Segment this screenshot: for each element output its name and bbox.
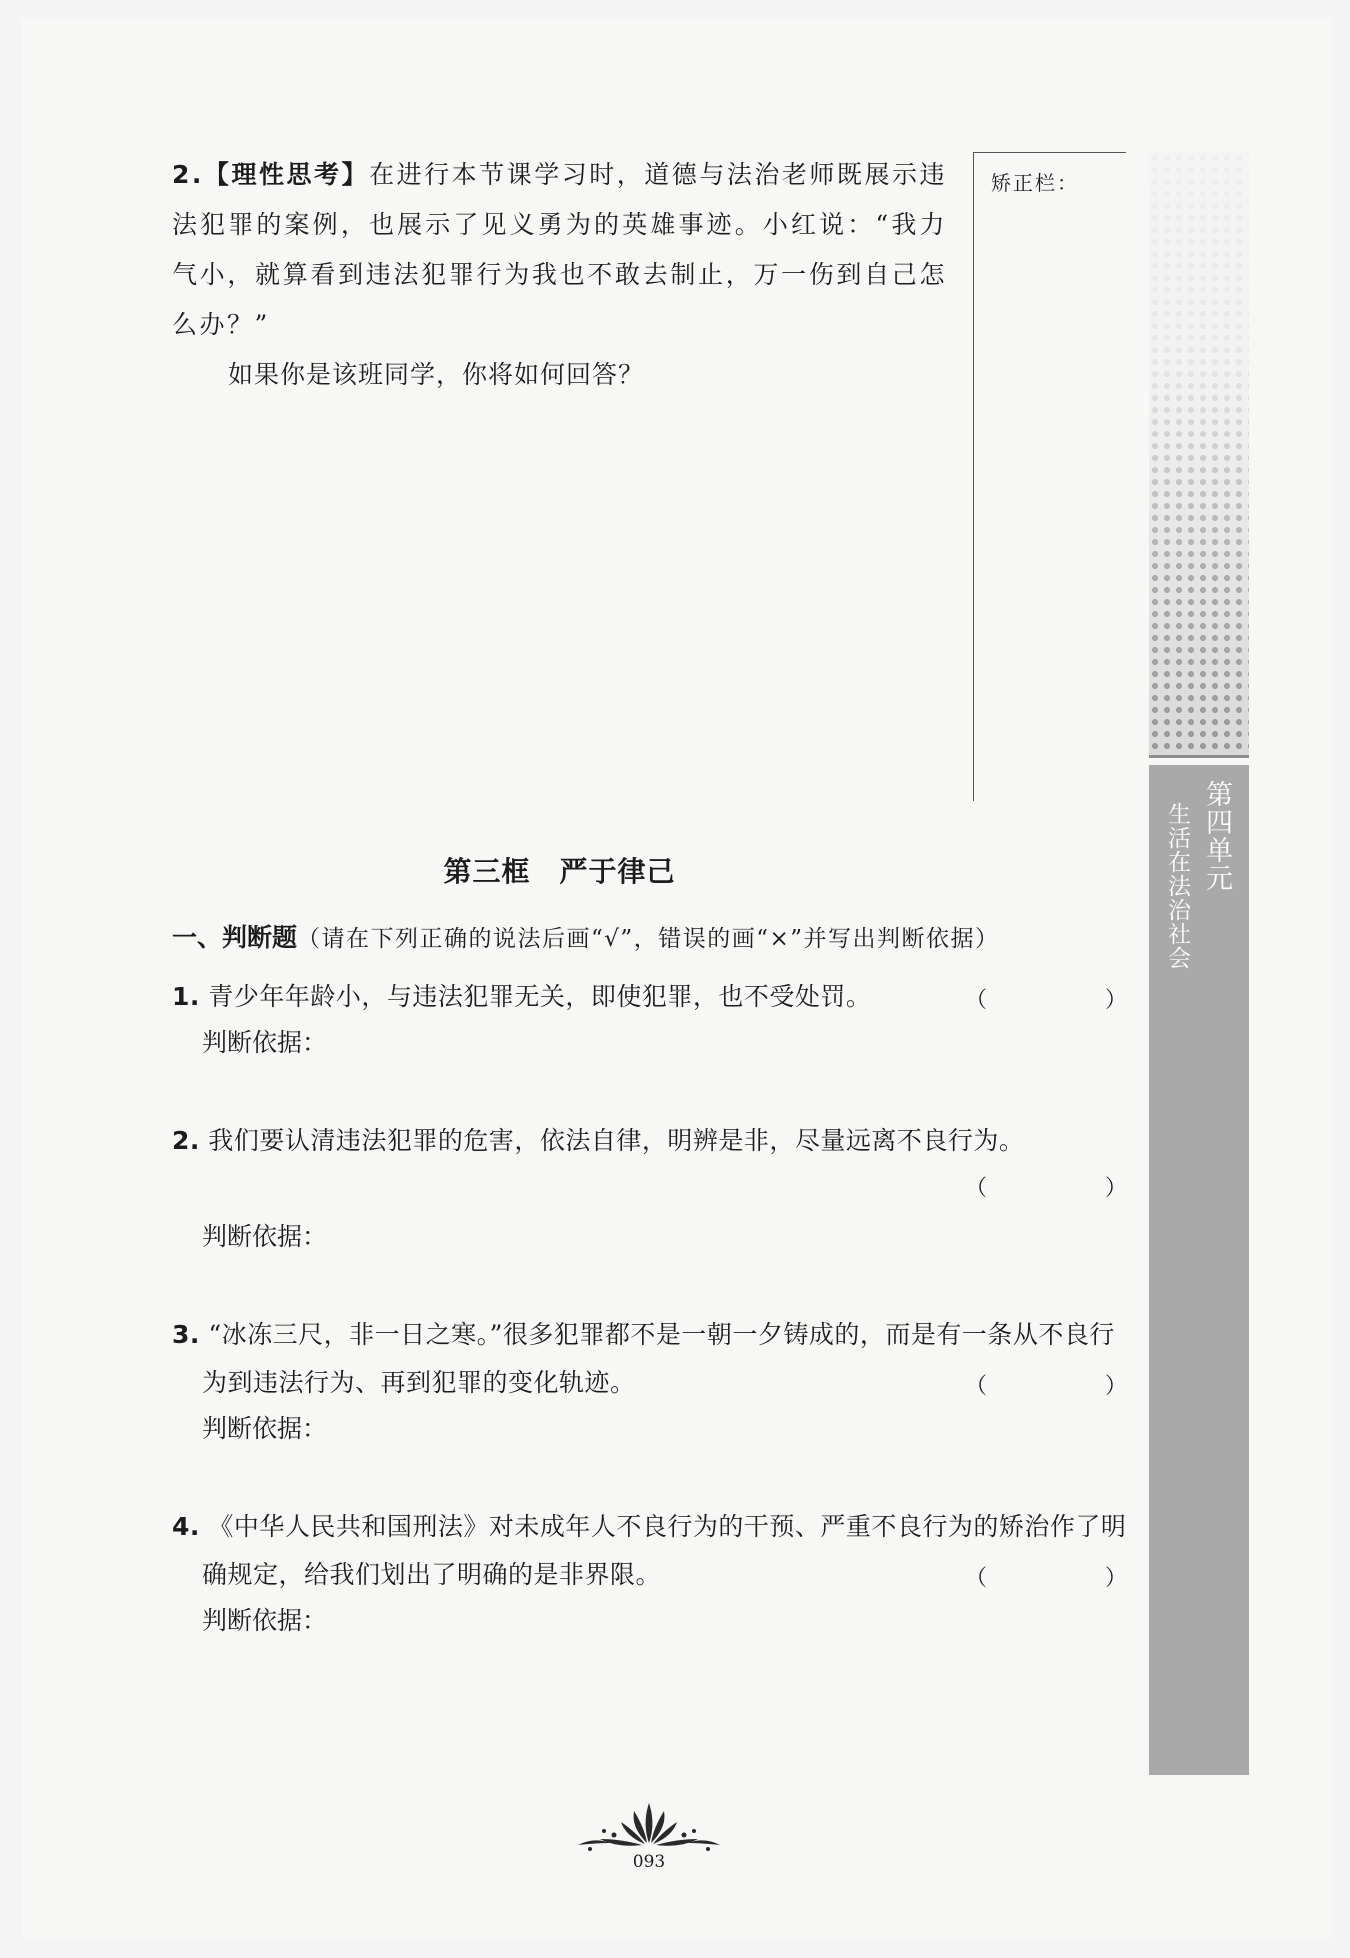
question-2-body: 在进行本节课学习时，道德与法治老师既展示违法犯罪的案例，也展示了见义勇为的英雄事迹。小红说：“我力气小，就算看到违法犯罪行为我也不敢去制止，万一伤到自己怎么办？” xyxy=(172,160,947,339)
instruction-text: （请在下列正确的说法后画“√”，错误的画“×”并写出判断依据） xyxy=(297,926,1000,952)
question-2-block xyxy=(172,150,947,400)
question-2-paragraph xyxy=(172,150,947,350)
item-number: 4. xyxy=(172,1512,200,1541)
answer-parentheses[interactable]: （ ） xyxy=(964,1176,1175,1201)
item-text: 我们要认清违法犯罪的危害，依法自律，明辨是非，尽量远离不良行为。 xyxy=(208,1126,1025,1155)
judgment-item-1 xyxy=(172,973,1175,1065)
unit-side-tab xyxy=(1149,152,1249,1775)
item-text: 《中华人民共和国刑法》对未成年人不良行为的干预、严重不良行为的矫治作了明确规定，给我们划出了明确的是非界限。 xyxy=(202,1512,1127,1589)
item-text: “冰冻三尺，非一日之寒。”很多犯罪都不是一朝一夕铸成的，而是有一条从不良行为到违法行为、再到犯罪的变化轨迹。 xyxy=(202,1320,1115,1397)
answer-parentheses[interactable]: （ ） xyxy=(964,988,1175,1013)
item-number: 2. xyxy=(172,1126,200,1155)
question-2-number: 2. xyxy=(172,160,204,189)
judgment-item-2 xyxy=(172,1117,1175,1259)
correction-label: 矫正栏： xyxy=(991,171,1079,195)
pattern-fade xyxy=(1149,152,1249,757)
page-number: 093 xyxy=(632,1852,666,1872)
basis-label: 判断依据： xyxy=(202,1222,328,1251)
basis-label: 判断依据： xyxy=(202,1414,328,1443)
item-number: 3. xyxy=(172,1320,200,1349)
item-statement xyxy=(172,1117,1127,1165)
instruction-line xyxy=(172,918,1092,954)
basis-label: 判断依据： xyxy=(202,1606,328,1635)
floral-ornament-icon xyxy=(574,1795,724,1855)
question-2-prompt: 如果你是该班同学，你将如何回答？ xyxy=(228,360,645,389)
judgment-item-4 xyxy=(172,1503,1175,1643)
answer-parentheses[interactable]: （ ） xyxy=(964,1566,1175,1591)
judgment-item-3 xyxy=(172,1311,1175,1451)
section-title: 第三框 严于律己 xyxy=(443,855,676,888)
correction-box xyxy=(973,152,1126,801)
instruction-heading: 一、判断题 xyxy=(172,923,298,952)
unit-label: 第四单元 xyxy=(1201,780,1232,892)
item-number: 1. xyxy=(172,982,200,1011)
basis-label: 判断依据： xyxy=(202,1028,328,1057)
unit-theme: 生活在法治社会 xyxy=(1164,802,1190,970)
item-text: 青少年年龄小，与违法犯罪无关，即使犯罪，也不受处罚。 xyxy=(208,982,872,1011)
side-divider xyxy=(1149,755,1249,758)
question-2-tag: 【理性思考】 xyxy=(203,160,370,189)
answer-parentheses[interactable]: （ ） xyxy=(964,1374,1175,1399)
